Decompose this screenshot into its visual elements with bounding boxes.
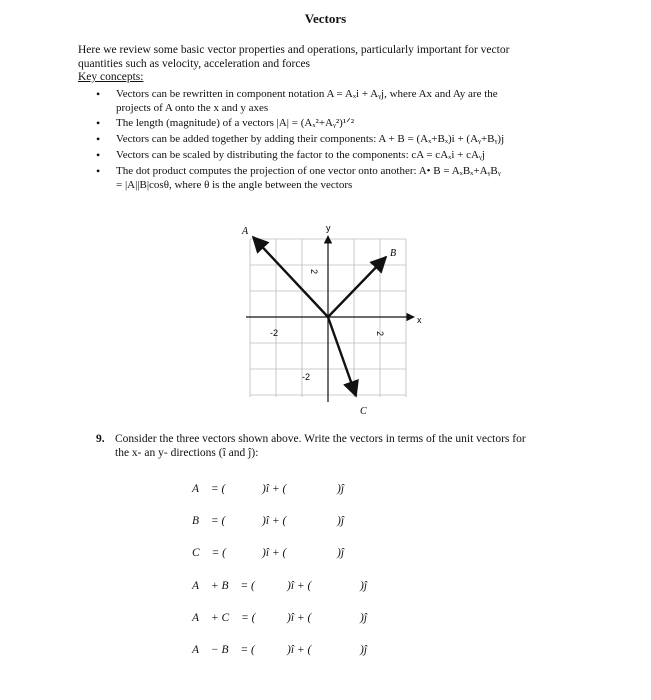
answer-j-part: )ĵ: [337, 483, 345, 495]
answer-label: A⃗ = (: [192, 483, 226, 495]
vector-a: [253, 237, 328, 317]
tick-label-x-neg: -2: [270, 328, 279, 338]
intro-line-2: quantities such as velocity, acceleration and forces: [78, 58, 311, 70]
page-title: Vectors: [304, 11, 347, 26]
bullet-4-line-1: Vectors can be scaled by distributing the factor to the components: cA = cAₓi + cAᵧj: [116, 149, 485, 161]
answer-j-part: )ĵ: [337, 515, 345, 527]
bullet-dot-icon: •: [96, 87, 101, 101]
answer-i-part: )î + (: [287, 580, 312, 592]
answer-i-part: )î + (: [287, 644, 312, 656]
bullet-dot-icon: •: [96, 132, 101, 146]
answer-i-part: )î + (: [262, 483, 287, 495]
question-text-line-2: the x- an y- directions (î and ĵ):: [115, 447, 259, 459]
tick-label-y-neg: -2: [302, 372, 311, 382]
answer-label: A⃗ − B⃗ = (: [192, 644, 255, 656]
y-axis-label: y: [326, 223, 331, 233]
bullet-dot-icon: •: [96, 116, 101, 130]
answer-i-part: )î + (: [262, 515, 287, 527]
answer-j-part: )ĵ: [360, 644, 368, 656]
tick-label-x-pos: 2: [375, 331, 385, 337]
bullet-3-line-1: Vectors can be added together by adding their components: A + B = (Aₓ+Bₓ)i + (Aᵧ+Bᵧ)j: [116, 133, 505, 145]
bullet-2-line-1: The length (magnitude) of a vectors |A| = (Aₓ²+Aᵧ²)¹ᐟ²: [116, 117, 355, 129]
bullet-5-line-2: = |A||B|cosθ, where θ is the angle between the vectors: [116, 179, 353, 191]
bullet-dot-icon: •: [96, 148, 101, 162]
vector-c-label: C⃗: [360, 406, 375, 417]
bullet-1-line-1: Vectors can be rewritten in component notation A = Aₓi + Aᵧj, where Ax and Ay are the: [116, 88, 498, 100]
answer-label: A⃗ + C⃗ = (: [192, 612, 256, 624]
answer-label: B⃗ = (: [192, 515, 226, 527]
answer-j-part: )ĵ: [360, 612, 368, 624]
intro-line-1: Here we review some basic vector properties and operations, particularly important for vector: [78, 44, 510, 56]
vector-diagram: [232, 222, 432, 422]
vector-a-label: A⃗: [242, 226, 256, 237]
answer-j-part: )ĵ: [360, 580, 368, 592]
tick-label-y-pos: 2: [309, 269, 319, 275]
question-text-line-1: Consider the three vectors shown above. Write the vectors in terms of the unit vectors for: [115, 433, 526, 445]
bullet-1-line-2: projects of A onto the x and y axes: [116, 102, 269, 114]
bullet-5-line-1: The dot product computes the projection of one vector onto another: A• B = AₓBₓ+AᵧBᵧ: [116, 165, 501, 177]
key-concepts-heading: Key concepts:: [78, 71, 144, 83]
x-axis-label: x: [417, 315, 422, 325]
vector-b: [328, 257, 386, 317]
vector-b-label: B⃗: [390, 248, 404, 259]
answer-label: C⃗ = (: [192, 547, 226, 559]
vector-c: [328, 317, 356, 396]
question-number: 9.: [96, 433, 105, 445]
answer-j-part: )ĵ: [337, 547, 345, 559]
answer-i-part: )î + (: [287, 612, 312, 624]
bullet-dot-icon: •: [96, 164, 101, 178]
answer-label: A⃗ + B⃗ = (: [192, 580, 255, 592]
answer-i-part: )î + (: [262, 547, 287, 559]
